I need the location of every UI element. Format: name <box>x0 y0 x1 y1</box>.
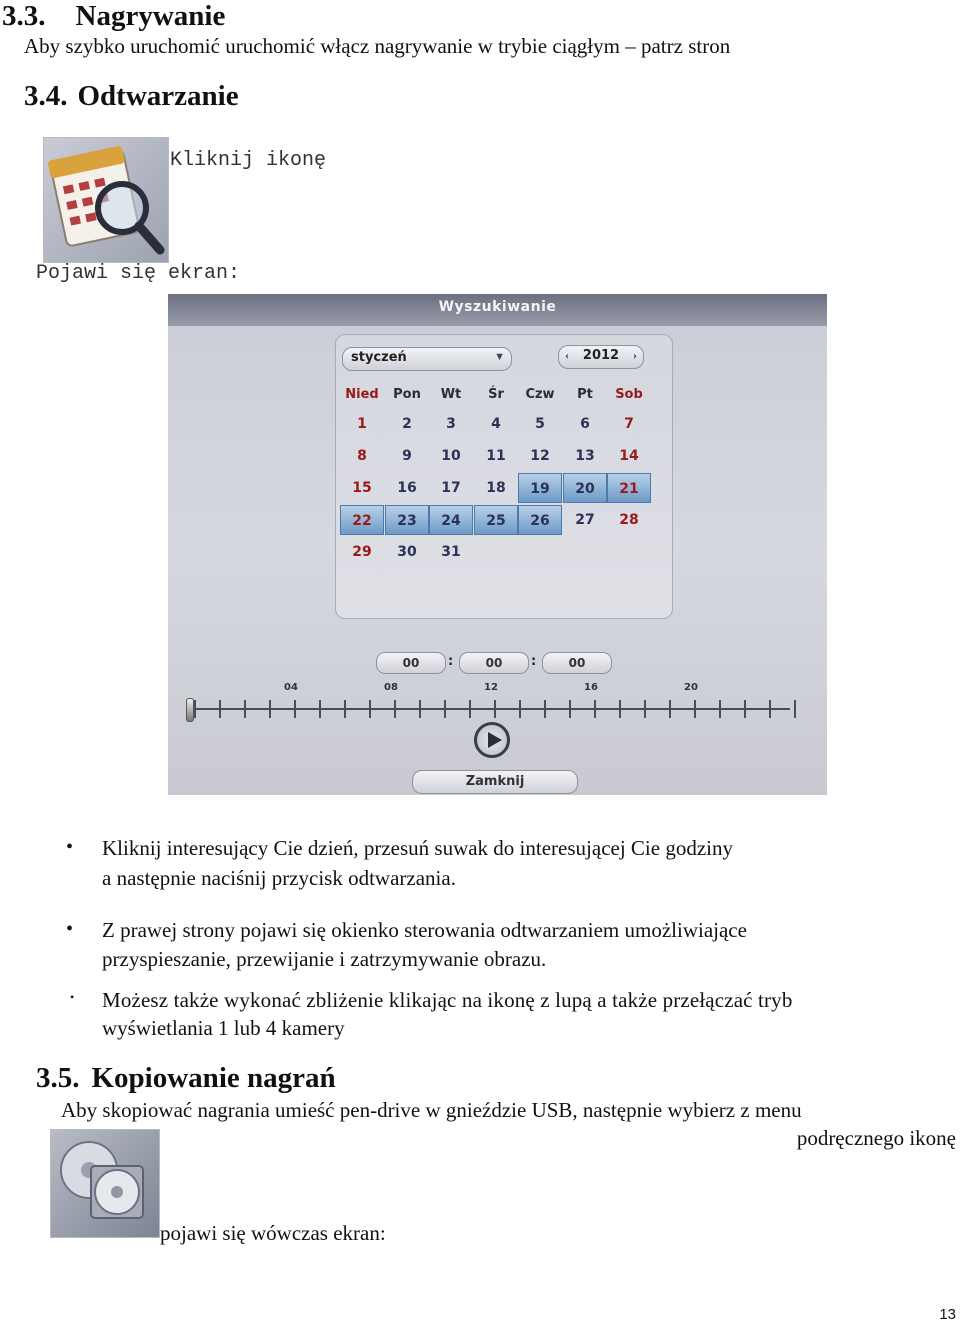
calendar-day[interactable]: 29 <box>352 544 372 560</box>
section-heading-3-4 <box>24 80 239 113</box>
section-number: 3.4. <box>24 80 68 112</box>
section-title: Odtwarzanie <box>77 80 239 112</box>
weekday-label: Pt <box>577 387 593 402</box>
calendar-day[interactable]: 18 <box>486 480 506 496</box>
timeline-tick <box>369 700 371 718</box>
timeline-tick <box>594 700 596 718</box>
timeline-tick <box>644 700 646 718</box>
calendar-day[interactable]: 8 <box>357 448 367 464</box>
timeline-tick <box>494 700 496 718</box>
calendar-day[interactable]: 31 <box>441 544 461 560</box>
calendar-day[interactable]: 27 <box>575 512 595 528</box>
timeline-tick <box>419 700 421 718</box>
section-title: Kopiowanie nagrań <box>91 1062 336 1094</box>
calendar-day[interactable]: 10 <box>441 448 461 464</box>
year-stepper[interactable] <box>558 345 644 369</box>
time-separator: : <box>448 654 454 669</box>
calendar-day[interactable]: 7 <box>624 416 634 432</box>
section-heading-3-3 <box>2 0 225 33</box>
bullet-text-3b: wyświetlania 1 lub 4 kamery <box>102 1016 345 1040</box>
bullet-icon: • <box>70 990 75 1004</box>
weekday-label: Śr <box>488 387 504 402</box>
weekday-label: Nied <box>345 387 379 402</box>
calendar-day[interactable]: 1 <box>357 416 367 432</box>
calendar-search-icon <box>43 137 169 263</box>
timeline-slider-handle[interactable] <box>186 698 194 722</box>
timeline-tick <box>719 700 721 718</box>
section-number: 3.3. <box>2 0 46 32</box>
section-3-5-text-1: Aby skopiować nagrania umieść pen-drive w gnieździe USB, następnie wybierz z menu <box>61 1098 802 1122</box>
calendar-day[interactable]: 23 <box>385 505 429 535</box>
calendar-panel <box>335 334 673 619</box>
click-icon-text: Kliknij ikonę <box>170 149 327 172</box>
month-select[interactable] <box>342 347 512 371</box>
bullet-icon: • <box>66 918 74 940</box>
calendar-day[interactable]: 21 <box>607 473 651 503</box>
timeline-tick <box>444 700 446 718</box>
disc-copy-icon <box>50 1129 160 1238</box>
calendar-day[interactable]: 22 <box>340 505 384 535</box>
calendar-day[interactable]: 2 <box>402 416 412 432</box>
chevron-down-icon: ▼ <box>494 351 505 363</box>
timeline-tick <box>219 700 221 718</box>
timeline-tick <box>544 700 546 718</box>
bullet-text-1a: Kliknij interesujący Cie dzień, przesuń suwak do interesującej Cie godziny <box>102 836 733 860</box>
timeline-hour-label: 16 <box>584 682 598 693</box>
section-3-3-text: Aby szybko uruchomić uruchomić włącz nagrywanie w trybie ciągłym – patrz stron <box>24 34 731 58</box>
timeline-tick <box>244 700 246 718</box>
timeline-tick <box>669 700 671 718</box>
section-3-5-text-3: pojawi się wówczas ekran: <box>160 1221 386 1245</box>
timeline-tick <box>344 700 346 718</box>
calendar-day[interactable]: 13 <box>575 448 595 464</box>
section-heading-3-5 <box>36 1062 336 1095</box>
calendar-day[interactable]: 9 <box>402 448 412 464</box>
timeline-tick <box>694 700 696 718</box>
section-number: 3.5. <box>36 1062 80 1094</box>
bullet-icon: • <box>66 836 74 858</box>
close-button[interactable]: Zamknij <box>412 770 578 794</box>
timeline-tick <box>794 700 796 718</box>
timeline-hour-label: 04 <box>284 682 298 693</box>
timeline-tick <box>769 700 771 718</box>
search-window-screenshot <box>168 294 827 795</box>
calendar-day[interactable]: 17 <box>441 480 461 496</box>
timeline-tick <box>269 700 271 718</box>
calendar-day[interactable]: 26 <box>518 505 562 535</box>
calendar-day[interactable]: 5 <box>535 416 545 432</box>
calendar-day[interactable]: 3 <box>446 416 456 432</box>
month-value: styczeń <box>351 350 407 365</box>
weekday-label: Czw <box>525 387 555 402</box>
timeline-tick <box>194 700 196 718</box>
timeline-tick <box>294 700 296 718</box>
weekday-label: Wt <box>440 387 462 402</box>
calendar-day[interactable]: 4 <box>491 416 501 432</box>
bullet-text-3a: Możesz także wykonać zbliżenie klikając na ikonę z lupą a także przełączać tryb <box>102 988 793 1012</box>
section-3-5-text-2: podręcznego ikonę <box>796 1126 956 1150</box>
hour-field[interactable]: 00 <box>376 652 446 674</box>
timeline-hour-label: 12 <box>484 682 498 693</box>
timeline-tick <box>744 700 746 718</box>
screen-appears-text: Pojawi się ekran: <box>36 262 241 285</box>
timeline-tick <box>469 700 471 718</box>
play-button[interactable] <box>474 722 510 758</box>
window-title: Wyszukiwanie <box>438 299 557 315</box>
chevron-left-icon[interactable]: ‹ <box>565 348 569 362</box>
timeline-tick <box>519 700 521 718</box>
calendar-day[interactable]: 16 <box>397 480 417 496</box>
timeline-tick <box>394 700 396 718</box>
page-number: 13 <box>939 1306 956 1323</box>
bullet-text-2a: Z prawej strony pojawi się okienko sterowania odtwarzaniem umożliwiające <box>102 918 747 942</box>
calendar-day[interactable]: 28 <box>619 512 639 528</box>
bullet-text-2b: przyspieszanie, przewijanie i zatrzymywanie obrazu. <box>102 947 547 971</box>
minute-field[interactable]: 00 <box>459 652 529 674</box>
calendar-day[interactable]: 11 <box>486 448 506 464</box>
calendar-day[interactable]: 25 <box>474 505 518 535</box>
calendar-day[interactable]: 14 <box>619 448 639 464</box>
timeline-tick <box>319 700 321 718</box>
time-separator: : <box>531 654 537 669</box>
timeline-hour-label: 08 <box>384 682 398 693</box>
timeline-track[interactable] <box>190 708 790 710</box>
calendar-day[interactable]: 30 <box>397 544 417 560</box>
calendar-day[interactable]: 6 <box>580 416 590 432</box>
timeline-tick <box>569 700 571 718</box>
year-value: 2012 <box>582 348 620 363</box>
calendar-day[interactable]: 19 <box>518 473 562 503</box>
weekday-label: Sob <box>615 387 643 402</box>
bullet-text-1b: a następnie naciśnij przycisk odtwarzania. <box>102 866 456 890</box>
timeline-tick <box>619 700 621 718</box>
second-field[interactable]: 00 <box>542 652 612 674</box>
calendar-day[interactable]: 15 <box>352 480 372 496</box>
calendar-day[interactable]: 12 <box>530 448 550 464</box>
section-title: Nagrywanie <box>75 0 226 32</box>
timeline-hour-label: 20 <box>684 682 698 693</box>
weekday-label: Pon <box>393 387 421 402</box>
calendar-day[interactable]: 24 <box>429 505 473 535</box>
calendar-day[interactable]: 20 <box>563 473 607 503</box>
chevron-right-icon[interactable]: › <box>633 348 637 362</box>
